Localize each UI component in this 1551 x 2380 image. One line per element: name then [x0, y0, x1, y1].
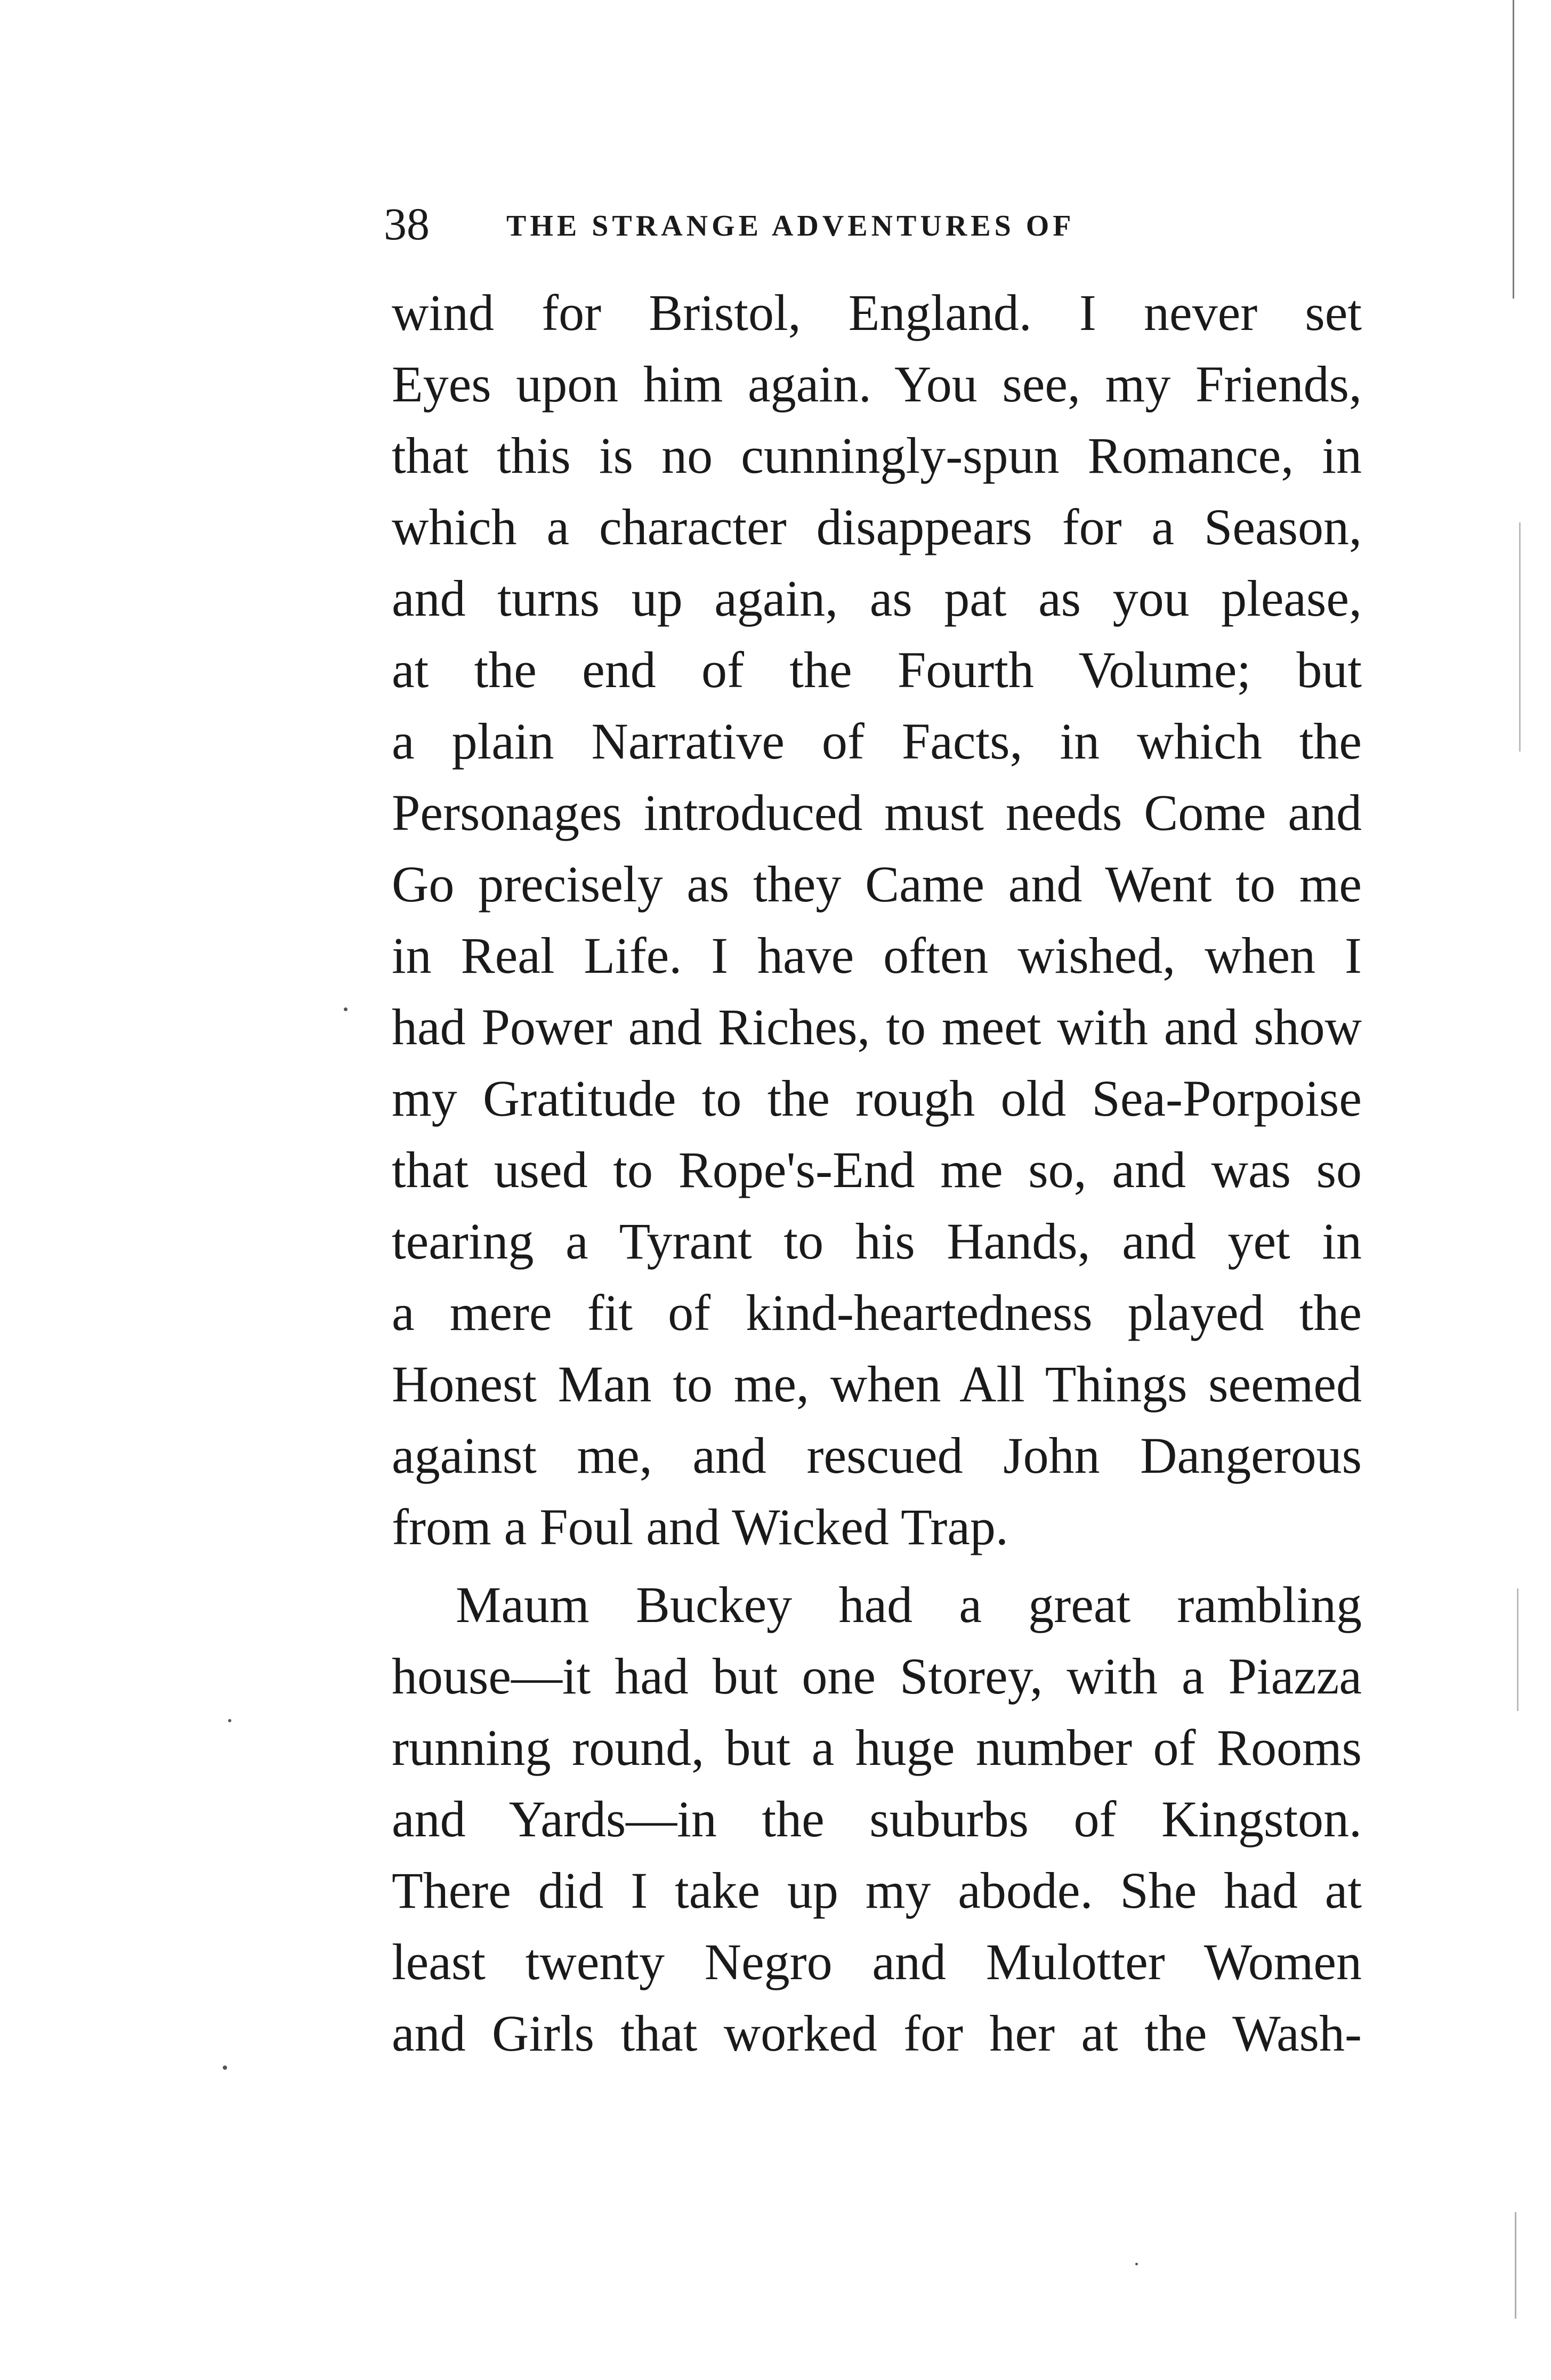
text-line: which a character disappears for a Season, [392, 498, 1362, 555]
scan-edge-line [1519, 522, 1521, 752]
scan-edge-line [1517, 1588, 1518, 1711]
text-line: Maum Buckey had a great rambling [456, 1576, 1362, 1633]
text-line: Honest Man to me, when All Things seemed [392, 1356, 1362, 1413]
scan-speck [228, 1719, 231, 1722]
text-line: running round, but a huge number of Rooms [392, 1719, 1362, 1776]
page-number: 38 [384, 198, 430, 249]
body-text [392, 277, 1362, 2069]
scan-edge-line [1515, 2212, 1516, 2319]
text-line: Go precisely as they Came and Went to me [392, 856, 1362, 913]
text-line: from a Foul and Wicked Trap. [392, 1498, 1008, 1555]
text-line: wind for Bristol, England. I never set [392, 284, 1362, 341]
text-line: tearing a Tyrant to his Hands, and yet in [392, 1213, 1362, 1270]
scan-speck [1135, 2263, 1138, 2265]
text-line: in Real Life. I have often wished, when I [392, 927, 1362, 984]
text-line: and turns up again, as pat as you please, [392, 570, 1362, 627]
page-header [384, 197, 1237, 256]
text-line: my Gratitude to the rough old Sea-Porpoise [392, 1070, 1362, 1127]
text-line: a plain Narrative of Facts, in which the [392, 713, 1362, 770]
scan-edge-line [1513, 0, 1514, 298]
text-line: and Yards—in the suburbs of Kingston. [392, 1790, 1362, 1847]
text-line: Eyes upon him again. You see, my Friends, [392, 356, 1362, 413]
text-line: that this is no cunningly-spun Romance, in [392, 427, 1362, 484]
text-line: had Power and Riches, to meet with and show [392, 998, 1362, 1055]
text-line: house—it had but one Storey, with a Piazza [392, 1648, 1362, 1705]
text-line: a mere fit of kind-heartedness played the [392, 1284, 1362, 1341]
text-line: Personages introduced must needs Come and [392, 784, 1362, 841]
text-line: that used to Rope's-End me so, and was so [392, 1141, 1362, 1198]
scan-speck [223, 2066, 227, 2070]
text-line: against me, and rescued John Dangerous [392, 1427, 1362, 1484]
text-line: at the end of the Fourth Volume; but [392, 641, 1362, 698]
text-line: and Girls that worked for her at the Wash- [392, 2005, 1362, 2062]
running-title: THE STRANGE ADVENTURES OF [506, 209, 1075, 243]
scan-speck [344, 1007, 348, 1011]
text-line: There did I take up my abode. She had at [392, 1862, 1362, 1919]
text-line: least twenty Negro and Mulotter Women [392, 1933, 1362, 1990]
